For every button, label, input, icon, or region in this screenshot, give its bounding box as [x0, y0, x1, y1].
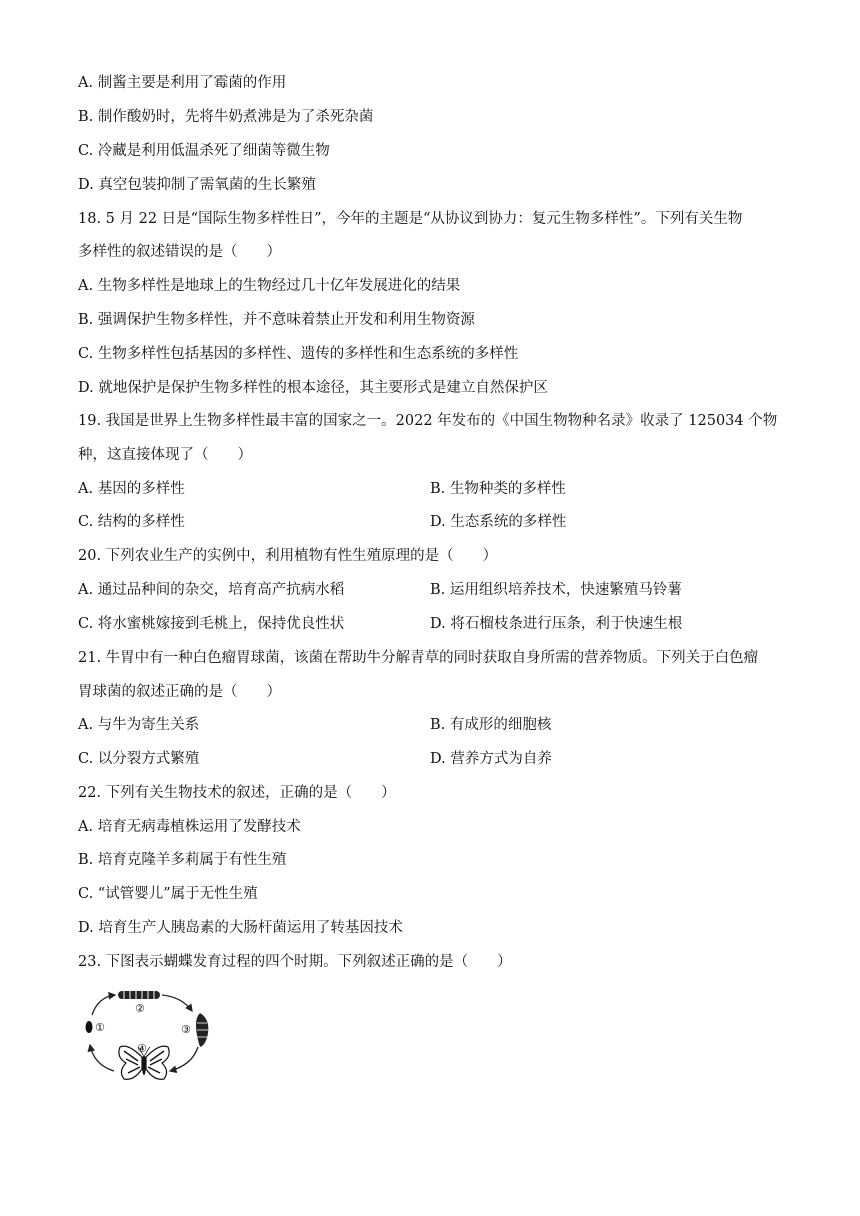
larva-icon — [118, 991, 160, 999]
q18-option-b: B. 强调保护生物多样性，并不意味着禁止开发和利用生物资源 — [78, 312, 475, 328]
q19-stem-line1: 19. 我国是世界上生物多样性最丰富的国家之一。2022 年发布的《中国生物物种名录》收录了 125034 个物 — [78, 413, 778, 429]
q18-option-a: A. 生物多样性是地球上的生物经过几十亿年发展进化的结果 — [78, 278, 461, 294]
q17-option-b: B. 制作酸奶时，先将牛奶煮沸是为了杀死杂菌 — [78, 109, 374, 125]
q18-stem-line2: 多样性的叙述错误的是（ ） — [78, 244, 281, 260]
arrow-egg-to-larva — [92, 995, 115, 1015]
q21-stem-line1: 21. 牛胃中有一种白色瘤胃球菌，该菌在帮助牛分解青草的同时获取自身所需的营养物质。下列关于白色瘤 — [78, 650, 759, 666]
arrow-adult-to-egg — [90, 1045, 114, 1071]
q17-option-a: A. 制酱主要是利用了霉菌的作用 — [78, 75, 287, 91]
q20-option-d: D. 将石榴枝条进行压条，利于快速生根 — [430, 616, 683, 632]
q18-option-d: D. 就地保护是保护生物多样性的根本途径，其主要形式是建立自然保护区 — [78, 380, 548, 396]
q20-option-a: A. 通过品种间的杂交，培育高产抗病水稻 — [78, 582, 345, 598]
q20-option-c: C. 将水蜜桃嫁接到毛桃上，保持优良性状 — [78, 616, 345, 632]
label-2: ② — [135, 1002, 145, 1015]
q17-option-c: C. 冷藏是利用低温杀死了细菌等微生物 — [78, 143, 330, 159]
q19-stem-line2: 种，这直接体现了（ ） — [78, 447, 252, 463]
q18-option-c: C. 生物多样性包括基因的多样性、遗传的多样性和生态系统的多样性 — [78, 346, 519, 362]
q22-stem: 22. 下列有关生物技术的叙述，正确的是（ ） — [78, 785, 396, 801]
q21-option-a: A. 与牛为寄生关系 — [78, 717, 200, 733]
q22-option-b: B. 培育克隆羊多莉属于有性生殖 — [78, 852, 287, 868]
q19-option-b: B. 生物种类的多样性 — [430, 481, 566, 497]
q19-option-d: D. 生态系统的多样性 — [430, 514, 567, 530]
label-1: ① — [95, 1021, 105, 1034]
egg-icon — [86, 1021, 93, 1033]
pupa-icon — [196, 1013, 208, 1047]
q20-option-b: B. 运用组织培养技术，快速繁殖马铃薯 — [430, 582, 682, 598]
arrow-pupa-to-adult — [170, 1047, 198, 1071]
q20-stem: 20. 下列农业生产的实例中，利用植物有性生殖原理的是（ ） — [78, 548, 498, 564]
q21-option-b: B. 有成形的细胞核 — [430, 717, 552, 733]
q21-stem-line2: 胃球菌的叙述正确的是（ ） — [78, 684, 281, 700]
q19-option-a: A. 基因的多样性 — [78, 481, 185, 497]
label-4: ④ — [137, 1042, 147, 1055]
q17-option-d: D. 真空包装抑制了需氧菌的生长繁殖 — [78, 177, 316, 193]
arrow-larva-to-pupa — [162, 995, 192, 1011]
butterfly-lifecycle-figure — [80, 985, 230, 1085]
q22-option-a: A. 培育无病毒植株运用了发酵技术 — [78, 819, 301, 835]
q19-option-c: C. 结构的多样性 — [78, 514, 185, 530]
q21-option-d: D. 营养方式为自养 — [430, 751, 552, 767]
q23-stem: 23. 下图表示蝴蝶发育过程的四个时期。下列叙述正确的是（ ） — [78, 954, 512, 970]
q22-option-d: D. 培育生产人胰岛素的大肠杆菌运用了转基因技术 — [78, 920, 403, 936]
q22-option-c: C. “试管婴儿”属于无性生殖 — [78, 886, 258, 902]
label-3: ③ — [181, 1023, 191, 1036]
q21-option-c: C. 以分裂方式繁殖 — [78, 751, 200, 767]
q18-stem-line1: 18. 5 月 22 日是“国际生物多样性日”，今年的主题是“从协议到协力：复元生物多样性”。下列有关生物 — [78, 211, 743, 227]
